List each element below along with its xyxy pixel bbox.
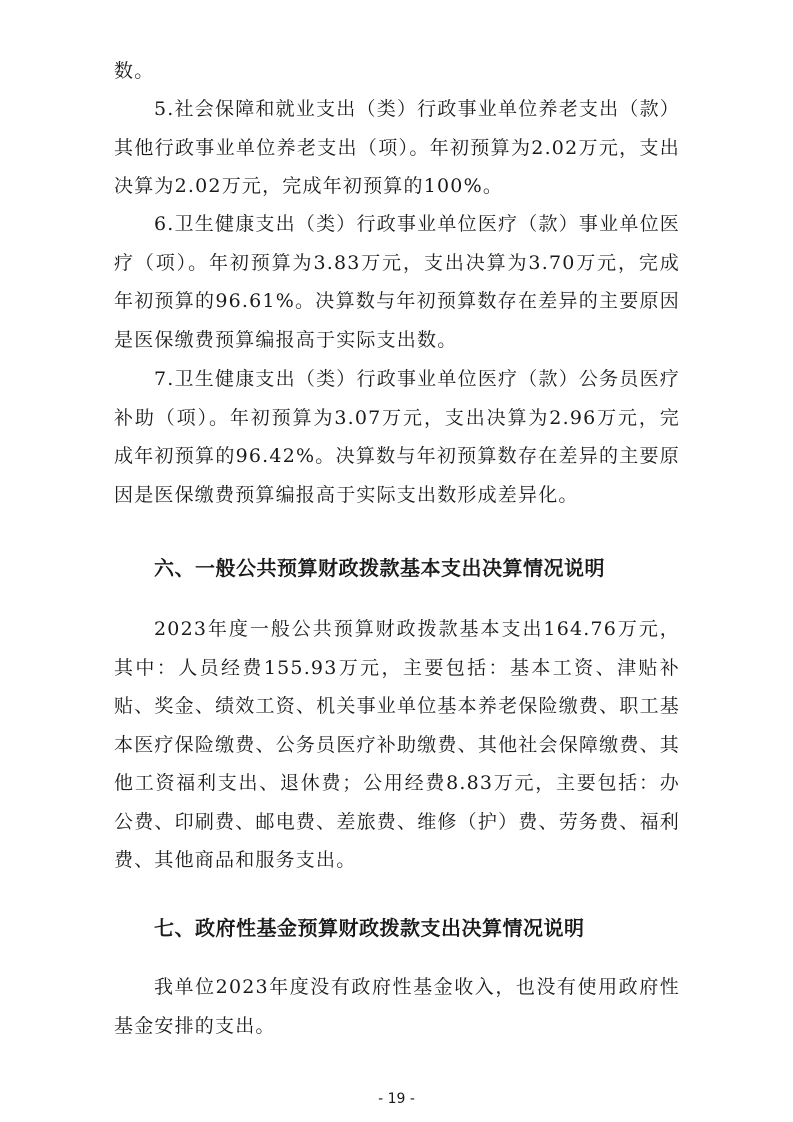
budget-item-6: 6.卫生健康支出（类）行政事业单位医疗（款）事业单位医疗（项）。年初预算为3.83万元，支出决算为3.70万元，完成年初预算的96.61%。决算数与年初预算数存在差异的主要原因是医保缴费预算编报高于实际支出数。: [114, 213, 680, 351]
section-7-body: 我单位2023年度没有政府性基金收入，也没有使用政府性基金安排的支出。: [114, 976, 680, 1037]
section-6-heading: 六、一般公共预算财政拨款基本支出决算情况说明: [154, 556, 605, 580]
section-6-body: 2023年度一般公共预算财政拨款基本支出164.76万元，其中：人员经费155.93万元，主要包括：基本工资、津贴补贴、奖金、绩效工资、机关事业单位基本养老保险缴费、职工基本医疗保险缴费、公务员医疗补助缴费、其他社会保障缴费、其他工资福利支出、退休费；公用经费8.83万元，主要包括：办公费、印刷费、邮电费、差旅费、维修（护）费、劳务费、福利费、其他商品和服务支出。: [114, 618, 680, 871]
budget-item-7: 7.卫生健康支出（类）行政事业单位医疗（款）公务员医疗补助（项）。年初预算为3.07万元，支出决算为2.96万元，完成年初预算的96.42%。决算数与年初预算数存在差异的主要原因是医保缴费预算编报高于实际支出数形成差异化。: [114, 368, 680, 506]
section-7-heading: 七、政府性基金预算财政拨款支出决算情况说明: [154, 916, 585, 940]
page-number: - 19 -: [378, 1091, 415, 1107]
continued-paragraph: 数。: [114, 60, 155, 82]
budget-item-5: 5.社会保障和就业支出（类）行政事业单位养老支出（款）其他行政事业单位养老支出（项）。年初预算为2.02万元，支出决算为2.02万元，完成年初预算的100%。: [114, 98, 680, 197]
